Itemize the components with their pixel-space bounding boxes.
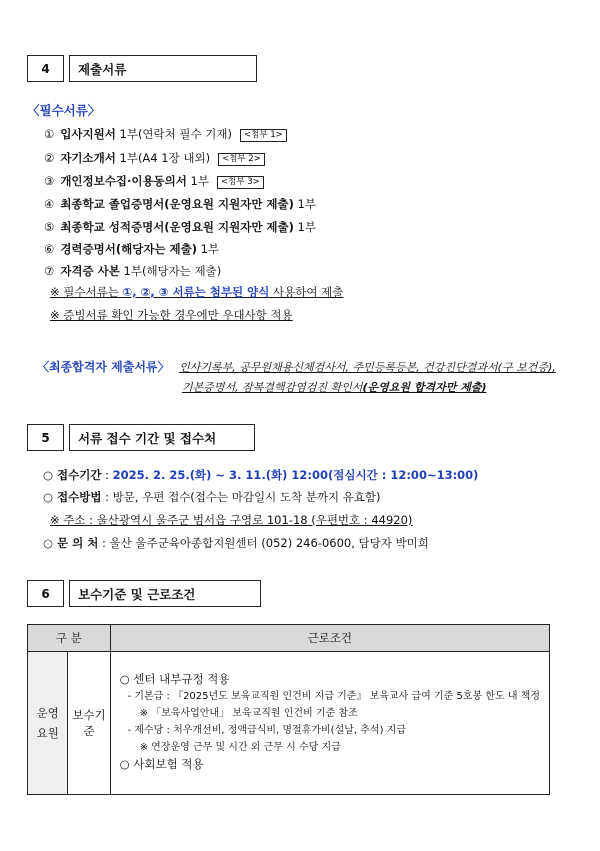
table-header-row [28, 625, 550, 652]
required-doc-item [44, 196, 316, 212]
item-marker: ⑥ [44, 242, 55, 256]
item-marker: ② [44, 151, 55, 165]
header-category: 구 분 [28, 625, 111, 652]
item-marker: ④ [44, 197, 55, 211]
header-conditions: 근로조건 [110, 625, 549, 652]
item-marker: ① [44, 127, 55, 141]
required-doc-item [44, 173, 264, 189]
address-line: ※ 주소 : 울산광역시 울주군 범서읍 구영로 101-18 (우편번호 : 44920) [50, 513, 413, 527]
item-detail: 1부 [186, 174, 209, 188]
section-6-header [27, 580, 261, 607]
attachment-tag: <첨부 2> [218, 153, 265, 166]
required-doc-item [44, 219, 316, 235]
item-detail: 1부(해당자는 제출) [119, 264, 222, 278]
item-name: 개인정보수집·이용동의서 [60, 174, 187, 188]
section-5-header [27, 424, 255, 451]
item-marker: ⑦ [44, 264, 55, 278]
section-title: 제출서류 [69, 55, 257, 82]
condition-line: ○ 사회보험 적용 [119, 757, 204, 771]
required-docs-note: ※ 필수서류는 ①, ②, ③ 서류는 첨부된 양식 사용하여 제출 [50, 285, 344, 299]
item-name: 최종학교 졸업증명서(운영요원 지원자만 제출) [60, 197, 294, 211]
item-name: 경력증명서(해당자는 제출) [60, 242, 198, 256]
item-name: 입사지원서 [60, 127, 116, 141]
condition-line: ※ 「보육사업안내」 보육교직원 인건비 기준 참조 [139, 708, 358, 719]
row-sub-label: 보수기준 [68, 652, 110, 795]
section-number: 6 [27, 580, 64, 607]
required-docs-heading: 〈필수서류〉 [27, 103, 101, 118]
required-doc-item [44, 126, 287, 142]
section-4-header [27, 55, 257, 82]
item-marker: ⑤ [44, 220, 55, 234]
condition-line: ※ 연장운영 근무 및 시간 외 근무 시 수당 지급 [139, 742, 341, 753]
item-detail: 1부(A4 1장 내외) [115, 151, 211, 165]
required-doc-item [44, 150, 265, 166]
required-doc-item [44, 263, 221, 279]
section-title: 서류 접수 기간 및 접수처 [69, 424, 255, 451]
method-line: ○ 접수방법 : 방문, 우편 접수(접수는 마감일시 도착 분까지 유효함) [43, 490, 381, 504]
section-title: 보수기준 및 근로조건 [69, 580, 261, 607]
conditions-table [27, 624, 550, 795]
item-name: 자격증 사본 [60, 264, 120, 278]
item-detail: 1부 [197, 242, 220, 256]
conditions-cell [110, 652, 549, 795]
item-detail: 1부(연락처 필수 기재) [115, 127, 232, 141]
section-number: 4 [27, 55, 64, 82]
period-line: ○ 접수기간 : 2025. 2. 25.(화) ~ 3. 11.(화) 12:00(점심시간 : 12:00~13:00) [43, 468, 479, 482]
row-group-label: 운영 요원 [28, 652, 68, 795]
item-detail: 1부 [293, 197, 316, 211]
table-row [28, 652, 550, 795]
final-docs: 〈최종합격자 제출서류〉 인사기록부, 공무원채용신체검사서, 주민등록등본, 건강진단결과서(구 보건증), [37, 360, 556, 374]
condition-line: - 기본급 : 『2025년도 보육교직원 인건비 지급 기준』 보육교사 급여 기준 5호봉 한도 내 책정 [127, 691, 540, 702]
condition-line: ○ 센터 내부규정 적용 [119, 672, 230, 686]
item-name: 자기소개서 [60, 151, 116, 165]
required-doc-item [44, 241, 219, 257]
contact-line: ○ 문 의 처 : 울산 울주군육아종합지원센터 (052) 246-0600, 담당자 박미희 [43, 536, 429, 550]
item-marker: ③ [44, 174, 55, 188]
evidence-note: ※ 증빙서류 확인 가능한 경우에만 우대사항 적용 [50, 308, 293, 322]
condition-line: - 제수당 : 처우개선비, 정액급식비, 명절휴가비(설날, 추석) 지급 [127, 725, 406, 736]
attachment-tag: <첨부 3> [217, 176, 264, 189]
section-number: 5 [27, 424, 64, 451]
item-detail: 1부 [293, 220, 316, 234]
final-docs-line2: 기본증명서, 잠복결핵감염검진 확인서(운영요원 합격자만 제출) [182, 381, 487, 394]
attachment-tag: <첨부 1> [240, 129, 287, 142]
item-name: 최종학교 성적증명서(운영요원 지원자만 제출) [60, 220, 294, 234]
